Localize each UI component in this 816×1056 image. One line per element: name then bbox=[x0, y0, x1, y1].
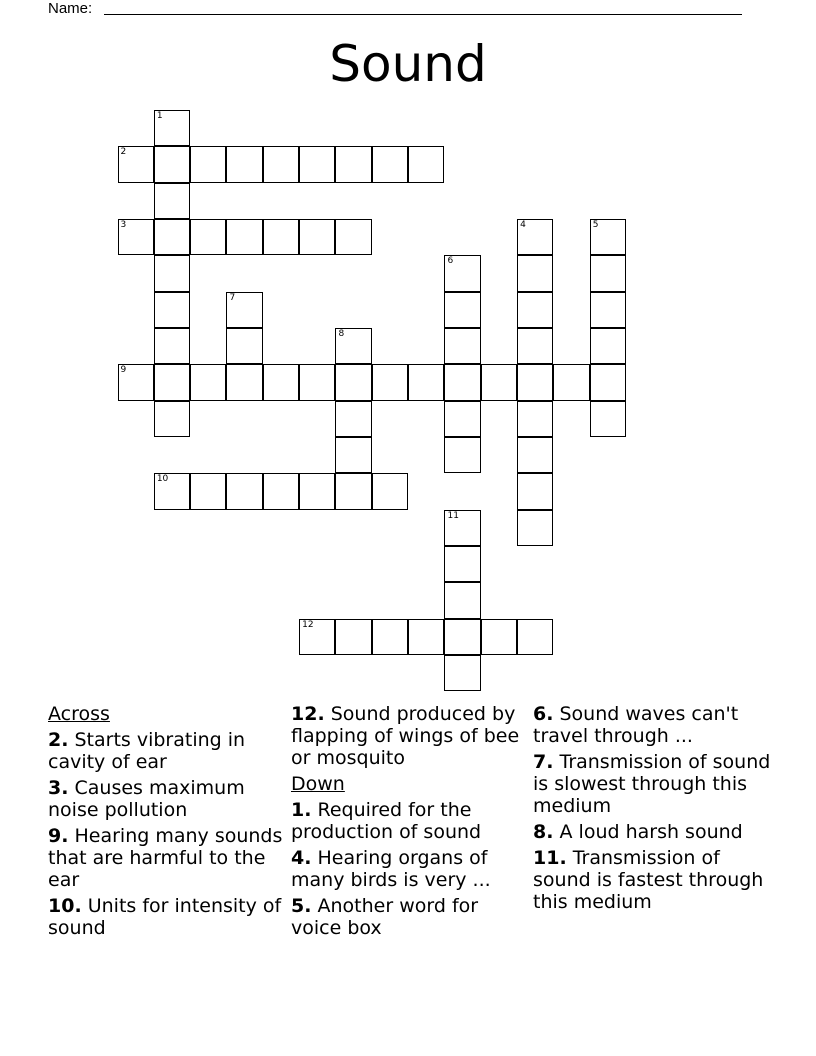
grid-cell[interactable] bbox=[444, 364, 480, 400]
grid-cell[interactable] bbox=[263, 146, 299, 182]
clue-number: 6. bbox=[533, 703, 554, 725]
grid-cell[interactable] bbox=[372, 364, 408, 400]
grid-cell[interactable] bbox=[335, 219, 371, 255]
grid-cell[interactable] bbox=[590, 364, 626, 400]
grid-cell[interactable] bbox=[154, 401, 190, 437]
grid-cell[interactable] bbox=[263, 219, 299, 255]
grid-cell[interactable] bbox=[444, 255, 480, 291]
clue-text: Hearing many sounds that are harmful to the ear bbox=[48, 825, 283, 891]
clue-down-11 bbox=[533, 847, 773, 913]
clue-number: 9. bbox=[48, 825, 69, 847]
clue-number: 10. bbox=[48, 895, 82, 917]
grid-cell[interactable] bbox=[590, 292, 626, 328]
clue-down-5 bbox=[291, 895, 529, 939]
grid-cell[interactable] bbox=[408, 619, 444, 655]
grid-cell[interactable] bbox=[517, 401, 553, 437]
grid-cell[interactable] bbox=[154, 328, 190, 364]
grid-cell[interactable] bbox=[444, 655, 480, 691]
grid-cell[interactable] bbox=[372, 619, 408, 655]
cell-number: 11 bbox=[447, 510, 459, 521]
grid-cell[interactable] bbox=[299, 473, 335, 509]
clue-text: Sound waves can't travel through ... bbox=[533, 703, 739, 747]
across-heading: Across bbox=[48, 703, 110, 725]
grid-cell[interactable] bbox=[372, 473, 408, 509]
clue-text: A loud harsh sound bbox=[559, 821, 743, 843]
clue-text: Sound produced by flapping of wings of bee or mosquito bbox=[291, 703, 520, 769]
clue-text: Required for the production of sound bbox=[291, 799, 482, 843]
grid-cell[interactable] bbox=[444, 328, 480, 364]
grid-cell[interactable] bbox=[299, 219, 335, 255]
grid-cell[interactable] bbox=[517, 255, 553, 291]
grid-cell[interactable] bbox=[226, 328, 262, 364]
grid-cell[interactable] bbox=[481, 364, 517, 400]
grid-cell[interactable] bbox=[444, 546, 480, 582]
grid-cell[interactable] bbox=[517, 292, 553, 328]
clue-text: Starts vibrating in cavity of ear bbox=[48, 729, 246, 773]
grid-cell[interactable] bbox=[154, 183, 190, 219]
grid-cell[interactable] bbox=[154, 146, 190, 182]
grid-cell[interactable] bbox=[444, 437, 480, 473]
grid-cell[interactable] bbox=[444, 510, 480, 546]
grid-cell[interactable] bbox=[408, 364, 444, 400]
clues-column-3 bbox=[533, 703, 773, 917]
grid-cell[interactable] bbox=[444, 619, 480, 655]
clue-across-3 bbox=[48, 777, 284, 821]
clue-across-10 bbox=[48, 895, 284, 939]
cell-number: 4 bbox=[520, 219, 526, 230]
clue-number: 11. bbox=[533, 847, 567, 869]
cell-number: 10 bbox=[156, 474, 169, 485]
grid-cell[interactable] bbox=[444, 401, 480, 437]
grid-cell[interactable] bbox=[590, 328, 626, 364]
grid-cell[interactable] bbox=[118, 364, 154, 400]
grid-cell[interactable] bbox=[226, 146, 262, 182]
grid-cell[interactable] bbox=[444, 292, 480, 328]
clue-down-7 bbox=[533, 751, 773, 817]
cell-number: 3 bbox=[120, 219, 127, 230]
grid-cell[interactable] bbox=[118, 219, 154, 255]
grid-cell[interactable] bbox=[335, 364, 371, 400]
clue-number: 12. bbox=[291, 703, 325, 725]
grid-cell[interactable] bbox=[226, 292, 262, 328]
grid-cell[interactable] bbox=[226, 364, 262, 400]
clue-text: Causes maximum noise pollution bbox=[48, 777, 245, 821]
clue-down-1 bbox=[291, 799, 529, 843]
grid-cell[interactable] bbox=[154, 255, 190, 291]
grid-cell[interactable] bbox=[517, 437, 553, 473]
grid-cell[interactable] bbox=[335, 328, 371, 364]
grid-cell[interactable] bbox=[517, 364, 553, 400]
cell-number: 5 bbox=[592, 219, 599, 230]
cell-number: 8 bbox=[338, 328, 345, 339]
cell-number: 6 bbox=[447, 256, 454, 267]
cell-number: 12 bbox=[302, 619, 314, 630]
clue-number: 2. bbox=[48, 729, 69, 751]
grid-cell[interactable] bbox=[299, 146, 335, 182]
grid-cell[interactable] bbox=[590, 401, 626, 437]
clues-column-1 bbox=[48, 703, 284, 943]
clue-number: 1. bbox=[291, 799, 312, 821]
grid-cell[interactable] bbox=[226, 473, 262, 509]
cell-number: 1 bbox=[156, 111, 163, 121]
grid-cell[interactable] bbox=[154, 364, 190, 400]
grid-cell[interactable] bbox=[335, 401, 371, 437]
grid-cell[interactable] bbox=[263, 473, 299, 509]
clue-number: 7. bbox=[533, 751, 554, 773]
grid-cell[interactable] bbox=[335, 146, 371, 182]
clue-down-6 bbox=[533, 703, 773, 747]
clue-across-2 bbox=[48, 729, 284, 773]
grid-cell[interactable] bbox=[335, 473, 371, 509]
grid-cell[interactable] bbox=[226, 219, 262, 255]
down-heading: Down bbox=[291, 773, 345, 795]
grid-cell[interactable] bbox=[154, 219, 190, 255]
grid-cell[interactable] bbox=[590, 219, 626, 255]
grid-cell[interactable] bbox=[118, 146, 154, 182]
clue-text: Another word for voice box bbox=[291, 895, 479, 939]
cell-number: 9 bbox=[120, 365, 127, 376]
grid-cell[interactable] bbox=[190, 473, 226, 509]
clue-across-12 bbox=[291, 703, 529, 769]
grid-cell[interactable] bbox=[299, 364, 335, 400]
clue-number: 8. bbox=[533, 821, 554, 843]
grid-cell[interactable] bbox=[590, 255, 626, 291]
name-label: Name: bbox=[48, 0, 93, 17]
grid-cell[interactable] bbox=[190, 219, 226, 255]
grid-cell[interactable] bbox=[517, 473, 553, 509]
grid-cell[interactable] bbox=[299, 619, 335, 655]
clue-text: Transmission of sound is fastest through this medium bbox=[533, 847, 764, 913]
grid-cell[interactable] bbox=[190, 364, 226, 400]
clues-column-2 bbox=[291, 703, 529, 943]
grid-cell[interactable] bbox=[335, 437, 371, 473]
grid-cell[interactable] bbox=[444, 582, 480, 618]
grid-cell[interactable] bbox=[335, 619, 371, 655]
grid-cell[interactable] bbox=[481, 619, 517, 655]
grid-cell[interactable] bbox=[154, 110, 190, 146]
clue-text: Transmission of sound is slowest through this medium bbox=[533, 751, 771, 817]
cell-number: 2 bbox=[120, 147, 127, 158]
clue-down-4 bbox=[291, 847, 529, 891]
clue-across-9 bbox=[48, 825, 284, 891]
grid-cell[interactable] bbox=[517, 510, 553, 546]
grid-cell[interactable] bbox=[408, 146, 444, 182]
grid-cell[interactable] bbox=[154, 292, 190, 328]
grid-cell[interactable] bbox=[190, 146, 226, 182]
clue-text: Units for intensity of sound bbox=[48, 895, 282, 939]
grid-cell[interactable] bbox=[553, 364, 589, 400]
clue-number: 3. bbox=[48, 777, 69, 799]
grid-cell[interactable] bbox=[154, 473, 190, 509]
clue-down-8 bbox=[533, 821, 773, 843]
grid-cell[interactable] bbox=[372, 146, 408, 182]
grid-cell[interactable] bbox=[263, 364, 299, 400]
clue-text: Hearing organs of many birds is very ... bbox=[291, 847, 491, 891]
page-title: Sound bbox=[329, 35, 487, 93]
grid-cell[interactable] bbox=[517, 328, 553, 364]
clue-number: 4. bbox=[291, 847, 312, 869]
cell-number: 7 bbox=[229, 292, 236, 303]
clue-number: 5. bbox=[291, 895, 312, 917]
grid-cell[interactable] bbox=[517, 619, 553, 655]
grid-cell[interactable] bbox=[517, 219, 553, 255]
